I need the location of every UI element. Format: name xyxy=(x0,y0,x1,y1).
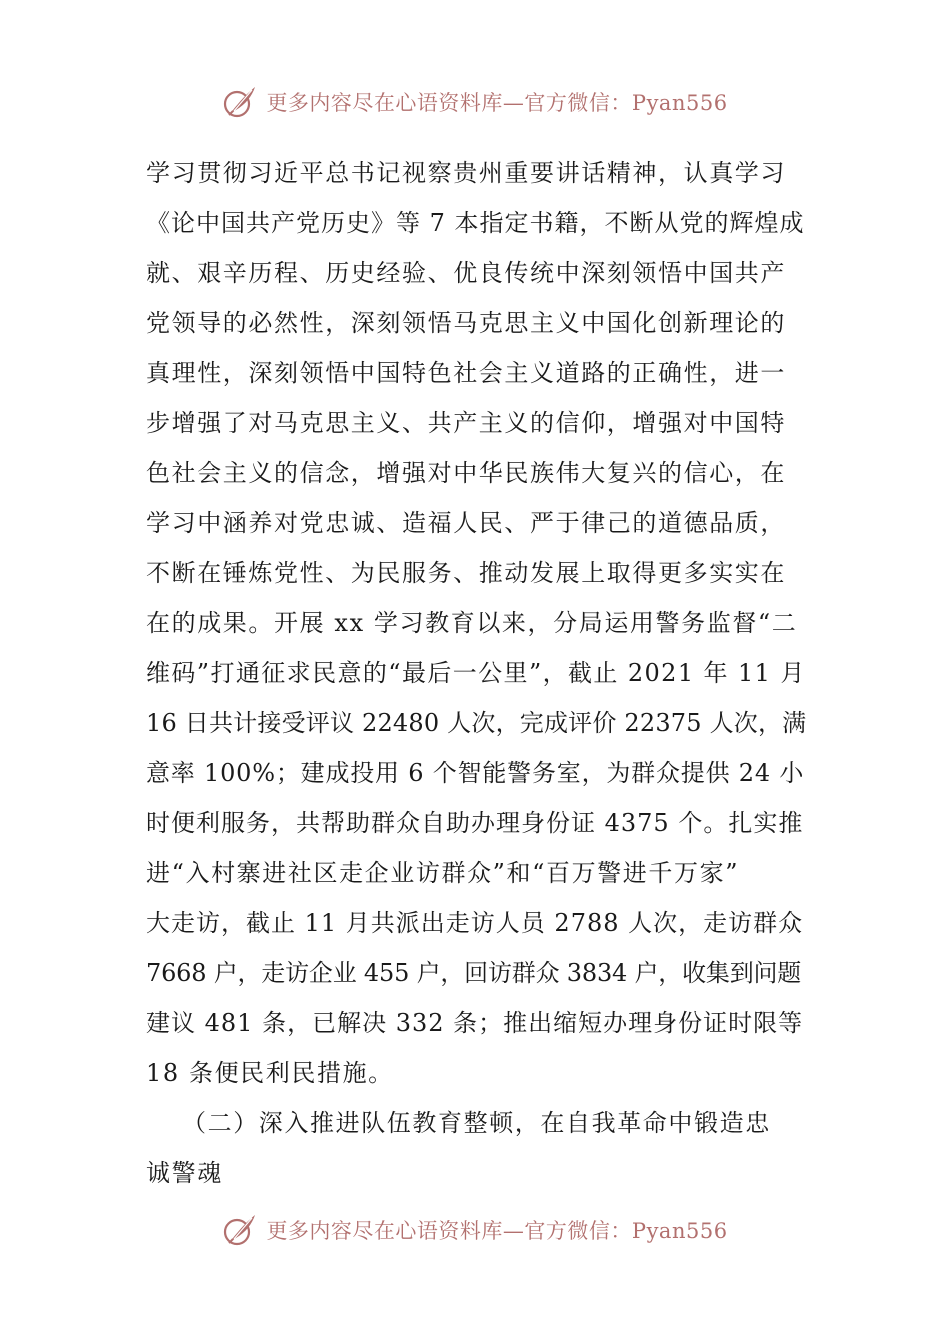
body-line: 大走访，截止 11 月共派出走访人员 2788 人次，走访群众 xyxy=(146,909,804,937)
body-line: 步增强了对马克思主义、共产主义的信仰，增强对中国特 xyxy=(146,409,786,437)
body-line: 7668 户，走访企业 455 户，回访群众 3834 户，收集到问题 xyxy=(146,959,802,987)
body-line: 就、艰辛历程、历史经验、优良传统中深刻领悟中国共产 xyxy=(146,259,786,287)
body-line: 意率 100%；建成投用 6 个智能警务室，为群众提供 24 小 xyxy=(146,759,805,787)
footer-banner-text: 更多内容尽在心语资料库—官方微信：Pyan556 xyxy=(266,1219,728,1243)
body-line: 建议 481 条，已解决 332 条；推出缩短办理身份证时限等 xyxy=(146,1009,804,1037)
section-heading-continuation: 诚警魂 xyxy=(146,1159,223,1187)
body-line: 16 日共计接受评议 22480 人次，完成评价 22375 人次，满 xyxy=(146,709,807,737)
header-banner-text: 更多内容尽在心语资料库—官方微信：Pyan556 xyxy=(266,91,728,115)
body-line: 色社会主义的信念，增强对中华民族伟大复兴的信心，在 xyxy=(146,459,786,487)
body-line: 学习中涵养对党忠诚、造福人民、严于律己的道德品质， xyxy=(146,509,786,537)
feather-quill-logo-icon xyxy=(222,1212,258,1248)
section-heading: （二）深入推进队伍教育整顿，在自我革命中锻造忠 xyxy=(182,1109,771,1137)
body-line: 在的成果。开展 xx 学习教育以来，分局运用警务监督“二 xyxy=(146,609,798,637)
body-line: 真理性，深刻领悟中国特色社会主义道路的正确性，进一 xyxy=(146,359,786,387)
feather-quill-logo-icon xyxy=(222,84,258,120)
body-line: 不断在锤炼党性、为民服务、推动发展上取得更多实实在 xyxy=(146,559,786,587)
body-line: 进“入村寨进社区走企业访群众”和“百万警进千万家” xyxy=(146,859,740,887)
footer-banner xyxy=(0,1210,950,1250)
header-banner xyxy=(0,82,950,122)
body-line: 党领导的必然性，深刻领悟马克思主义中国化创新理论的 xyxy=(146,309,786,337)
body-line: 18 条便民利民措施。 xyxy=(146,1059,394,1087)
body-line: 《论中国共产党历史》等 7 本指定书籍，不断从党的辉煌成 xyxy=(146,209,805,237)
document-body xyxy=(146,148,806,1198)
body-line: 时便利服务，共帮助群众自助办理身份证 4375 个。扎实推 xyxy=(146,809,804,837)
body-line: 学习贯彻习近平总书记视察贵州重要讲话精神，认真学习 xyxy=(146,159,786,187)
body-line: 维码”打通征求民意的“最后一公里”，截止 2021 年 11 月 xyxy=(146,659,806,687)
